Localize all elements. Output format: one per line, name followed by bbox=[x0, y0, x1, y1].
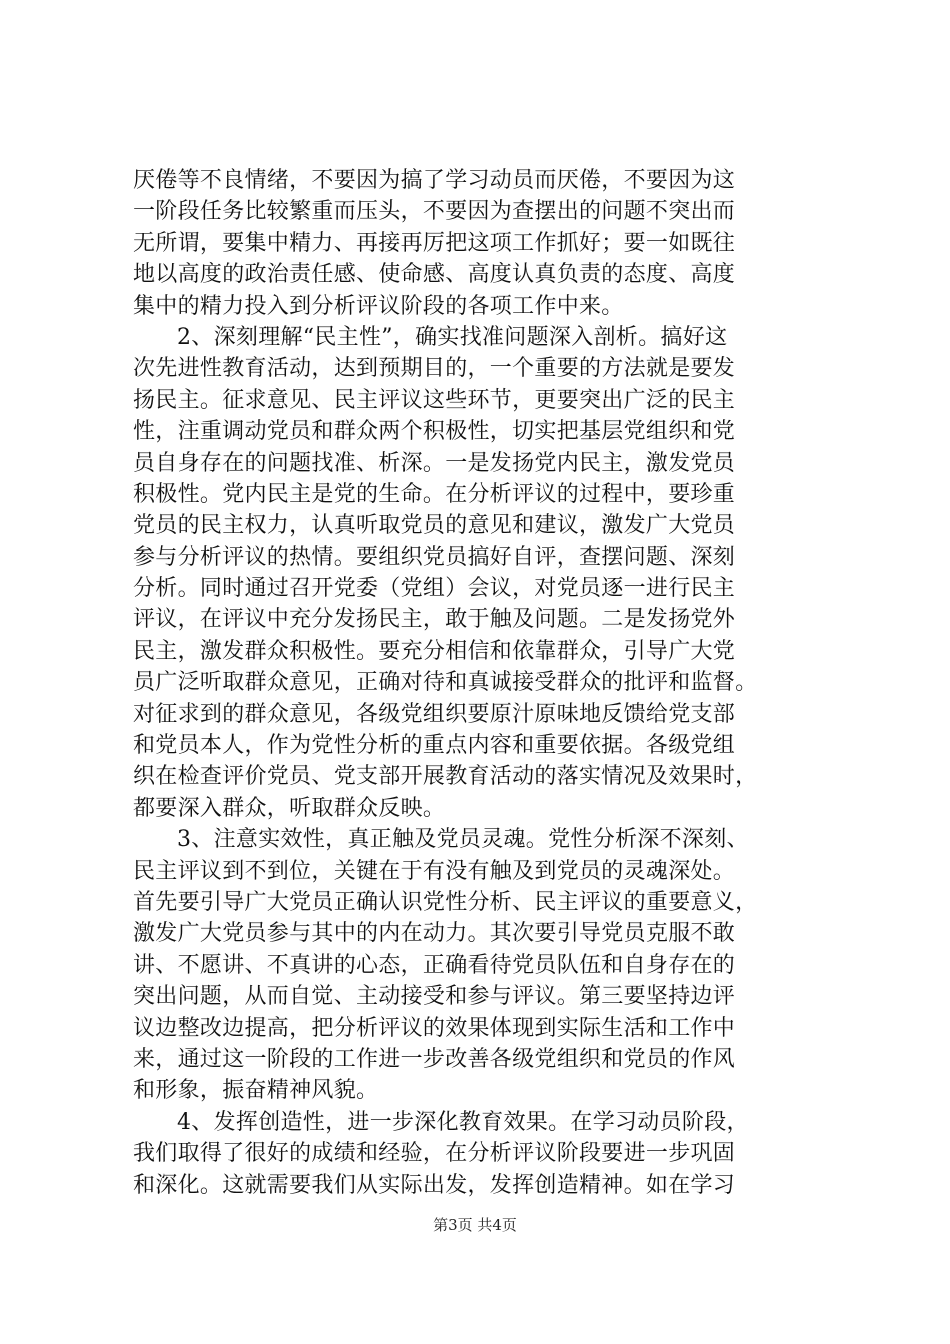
text-line: 一阶段任务比较繁重而压头，不要因为查摆出的问题不突出而 bbox=[133, 199, 736, 225]
text-line: 织在检查评价党员、党支部开展教育活动的落实情况及效果时， bbox=[133, 764, 758, 790]
text-line: 对征求到的群众意见，各级党组织要原汁原味地反馈给党支部 bbox=[133, 701, 736, 727]
text-line: 议边整改边提高，把分析评议的效果体现到实际生活和工作中 bbox=[133, 1015, 736, 1041]
text-line: 扬民主。征求意见、民主评议这些环节，更要突出广泛的民主 bbox=[133, 387, 736, 413]
text-line: 无所谓，要集中精力、再接再厉把这项工作抓好；要一如既往 bbox=[133, 230, 736, 256]
text-line: 和党员本人，作为党性分析的重点内容和重要依据。各级党组 bbox=[133, 733, 736, 759]
document-body bbox=[133, 165, 825, 1201]
text-line: 评议，在评议中充分发扬民主，敢于触及问题。二是发扬党外 bbox=[133, 607, 736, 633]
text-line: 突出问题，从而自觉、主动接受和参与评议。第三要坚持边评 bbox=[133, 984, 736, 1010]
text-line: 民主评议到不到位，关键在于有没有触及到党员的灵魂深处。 bbox=[133, 858, 736, 884]
text-line: 性，注重调动党员和群众两个积极性，切实把基层党组织和党 bbox=[133, 419, 736, 445]
text-line: 集中的精力投入到分析评议阶段的各项工作中来。 bbox=[133, 293, 624, 319]
text-line: 员自身存在的问题找准、析深。一是发扬党内民主，激发党员 bbox=[133, 450, 736, 476]
text-line: 厌倦等不良情绪，不要因为搞了学习动员而厌倦，不要因为这 bbox=[133, 168, 736, 193]
text-line: 2、深刻理解“民主性”，确实找准问题深入剖析。搞好这 bbox=[177, 324, 728, 350]
text-line: 和形象，振奋精神风貌。 bbox=[133, 1078, 379, 1104]
text-line: 地以高度的政治责任感、使命感、高度认真负责的态度、高度 bbox=[133, 262, 736, 288]
text-line: 分析。同时通过召开党委（党组）会议，对党员逐一进行民主 bbox=[133, 576, 736, 602]
text-line: 我们取得了很好的成绩和经验，在分析评议阶段要进一步巩固 bbox=[133, 1141, 736, 1167]
text-line: 4、发挥创造性，进一步深化教育效果。在学习动员阶段， bbox=[177, 1109, 749, 1135]
text-line: 和深化。这就需要我们从实际出发，发挥创造精神。如在学习 bbox=[133, 1172, 736, 1198]
text-line: 民主，激发群众积极性。要充分相信和依靠群众，引导广大党 bbox=[133, 638, 736, 664]
text-line: 都要深入群众，听取群众反映。 bbox=[133, 795, 446, 821]
text-line: 激发广大党员参与其中的内在动力。其次要引导党员克服不敢 bbox=[133, 921, 736, 947]
text-line: 3、注意实效性，真正触及党员灵魂。党性分析深不深刻、 bbox=[177, 827, 749, 853]
text-line: 积极性。党内民主是党的生命。在分析评议的过程中，要珍重 bbox=[133, 481, 736, 507]
text-line: 参与分析评议的热情。要组织党员搞好自评，查摆问题、深刻 bbox=[133, 544, 736, 570]
text-line: 来，通过这一阶段的工作进一步改善各级党组织和党员的作风 bbox=[133, 1046, 736, 1072]
text-line: 员广泛听取群众意见，正确对待和真诚接受群众的批评和监督。 bbox=[133, 670, 758, 696]
text-line: 党员的民主权力，认真听取党员的意见和建议，激发广大党员 bbox=[133, 513, 736, 539]
page-footer bbox=[0, 1214, 950, 1235]
page-number-label: 第3页 共4页 bbox=[433, 1216, 517, 1234]
text-line: 次先进性教育活动，达到预期目的，一个重要的方法就是要发 bbox=[133, 356, 736, 382]
text-line: 首先要引导广大党员正确认识党性分析、民主评议的重要意义， bbox=[133, 889, 758, 915]
text-line: 讲、不愿讲、不真讲的心态，正确看待党员队伍和自身存在的 bbox=[133, 952, 736, 978]
